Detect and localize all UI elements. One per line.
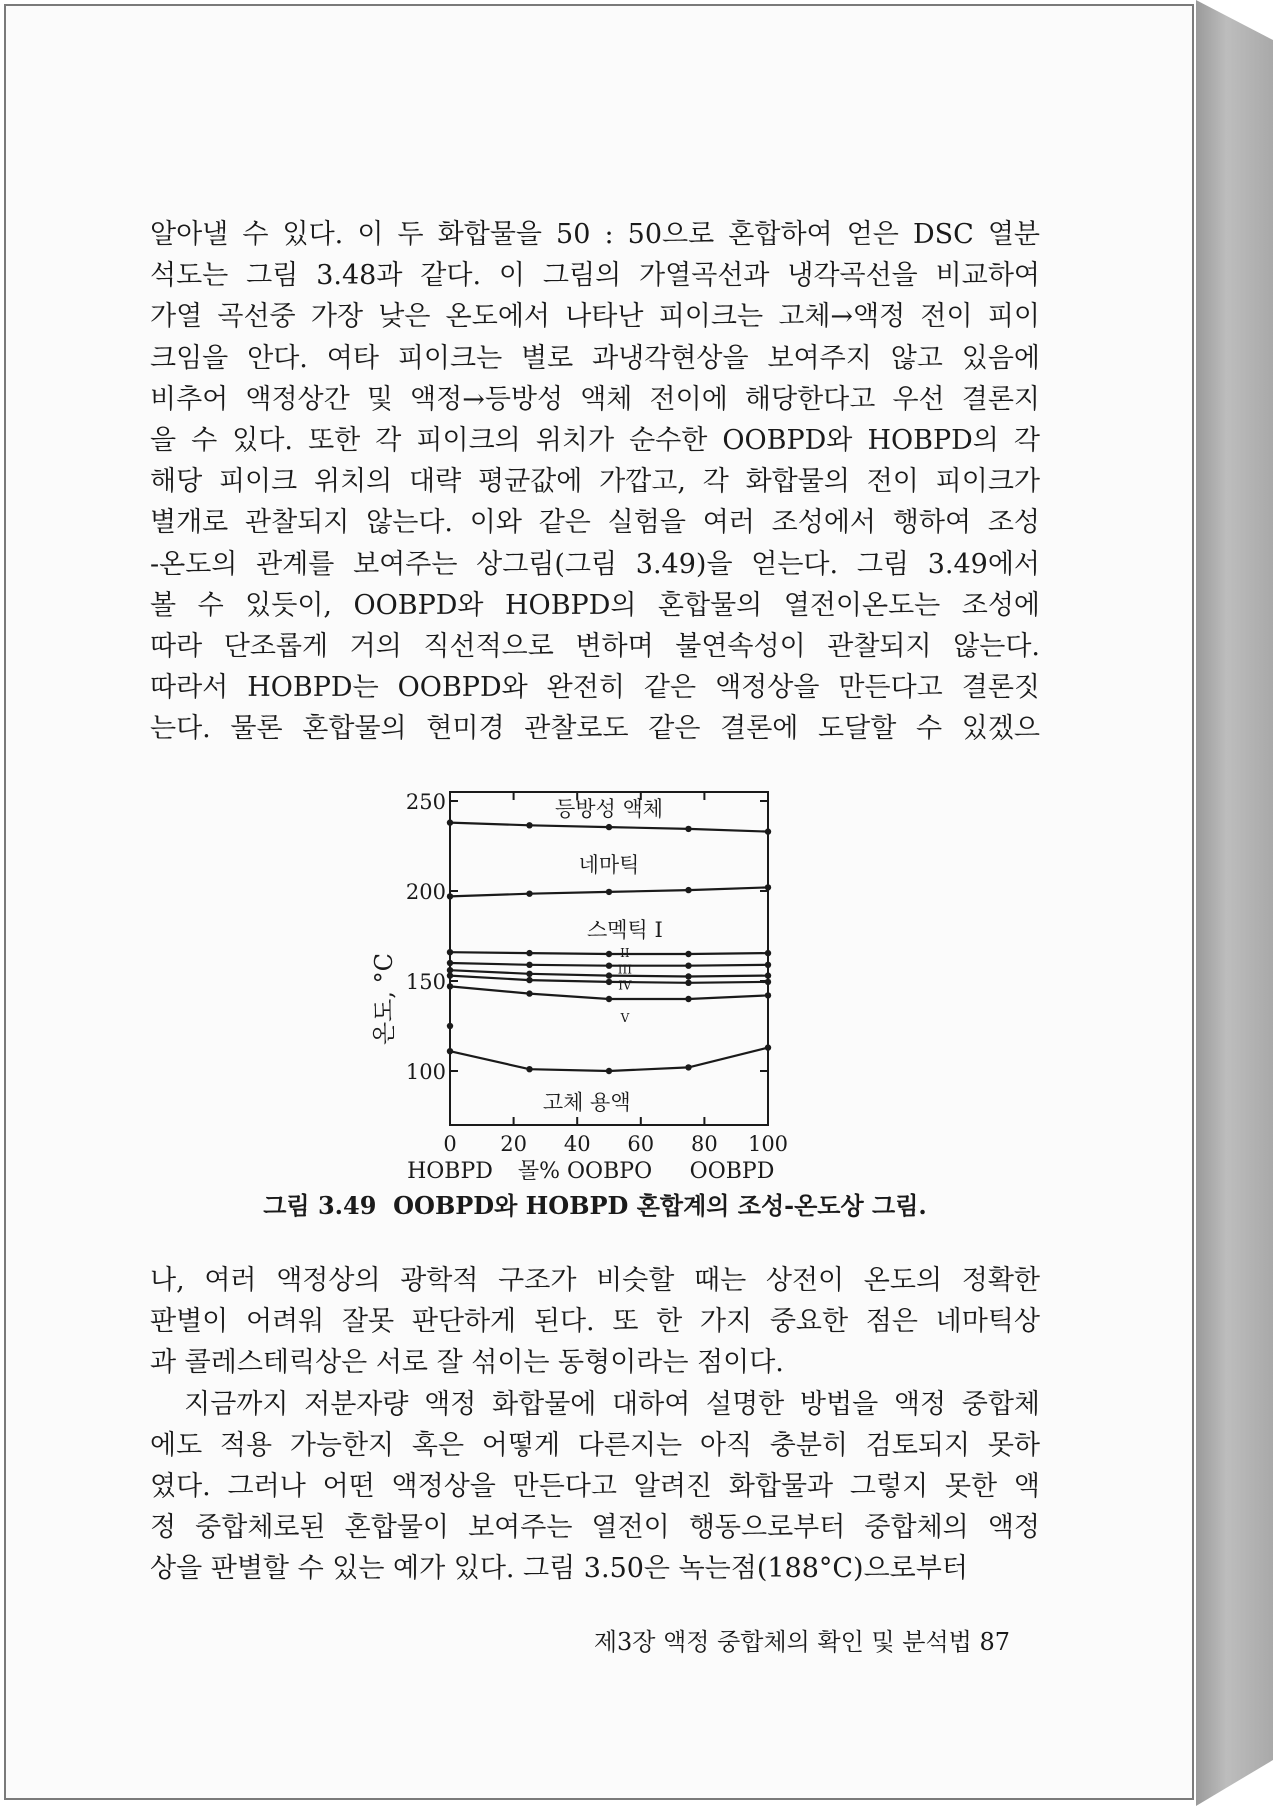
data-point xyxy=(765,828,771,834)
x-tick-label: 20 xyxy=(500,1132,527,1156)
page-stack-edge xyxy=(1196,0,1273,1806)
region-label: 네마틱 xyxy=(578,853,640,877)
data-point xyxy=(685,1064,691,1070)
data-point xyxy=(765,950,771,956)
data-point xyxy=(447,1048,453,1054)
phase-diagram-chart xyxy=(370,780,810,1190)
region-label: 스멕틱 I xyxy=(586,917,663,942)
data-point xyxy=(685,996,691,1002)
data-point xyxy=(526,1066,532,1072)
text-line: 나, 여러 액정상의 광학적 구조가 비슷할 때는 상전이 온도의 정확한 xyxy=(150,1265,1040,1296)
data-point xyxy=(606,889,612,895)
x-tick-label: 100 xyxy=(747,1132,789,1156)
data-point xyxy=(685,980,691,986)
data-point xyxy=(526,891,532,897)
x-tick-label: 0 xyxy=(443,1132,457,1156)
data-point xyxy=(606,963,612,969)
text-line: 가열 곡선중 가장 낮은 온도에서 나타난 피이크는 고체→액정 전이 피이 xyxy=(150,301,1040,333)
data-point xyxy=(606,824,612,830)
region-label: 등방성 액체 xyxy=(554,797,664,822)
region-label: V xyxy=(620,1011,630,1025)
x-tick-label: 80 xyxy=(691,1132,718,1156)
data-point xyxy=(447,893,453,899)
x-label-right: OOBPD xyxy=(689,1159,775,1184)
x-tick-label: 40 xyxy=(563,1132,591,1156)
data-point xyxy=(447,960,453,966)
text-line: 정 중합체로된 혼합물이 보여주는 열전이 행동으로부터 중합체의 액정 xyxy=(150,1512,1040,1544)
data-point xyxy=(765,1044,771,1050)
figure-caption-label: 그림 3.49 xyxy=(263,1191,377,1220)
text-line: 따라 단조롭게 거의 직선적으로 변하며 불연속성이 관찰되지 않는다. xyxy=(150,630,1040,662)
data-point xyxy=(606,996,612,1002)
data-point xyxy=(685,887,691,893)
data-point xyxy=(447,1023,453,1029)
y-tick-label: 250 xyxy=(405,790,446,814)
text-line: -온도의 관계를 보여주는 상그림(그림 3.49)을 얻는다. 그림 3.49에서 xyxy=(150,548,1040,580)
x-label-center: 몰% OOBPO xyxy=(517,1159,653,1184)
data-point xyxy=(606,951,612,957)
data-point xyxy=(526,990,532,996)
text-line: 별개로 관찰되지 않는다. 이와 같은 실험을 여러 조성에서 행하여 조성 xyxy=(150,507,1040,539)
body-text-bottom xyxy=(150,1260,1040,1590)
data-point xyxy=(685,963,691,969)
data-point xyxy=(447,983,453,989)
y-tick-label: 200 xyxy=(405,880,446,904)
y-tick-label: 100 xyxy=(405,1060,446,1084)
text-line: 석도는 그림 3.48과 같다. 이 그림의 가열곡선과 냉각곡선을 비교하여 xyxy=(150,260,1040,292)
data-point xyxy=(526,977,532,983)
data-point xyxy=(447,972,453,978)
text-line: 크임을 안다. 여타 피이크는 별로 과냉각현상을 보여주지 않고 있음에 xyxy=(150,342,1040,374)
text-line: 판별이 어려워 잘못 판단하게 된다. 또 한 가지 중요한 점은 네마틱상 xyxy=(150,1306,1040,1338)
data-point xyxy=(526,962,532,968)
data-point xyxy=(606,972,612,978)
text-line: 에도 적용 가능한지 혹은 어떻게 다른지는 아직 충분히 검토되지 못하 xyxy=(150,1429,1040,1461)
text-line: 상을 판별할 수 있는 예가 있다. 그림 3.50은 녹는점(188°C)으로부터 xyxy=(150,1553,968,1585)
phase-boundary-line-8 xyxy=(450,1048,768,1071)
region-label: 고체 용액 xyxy=(542,1090,631,1115)
text-line: 비추어 액정상간 및 액정→등방성 액체 전이에 해당한다고 우선 결론지 xyxy=(150,383,1040,415)
figure-caption-text: OOBPD와 HOBPD 혼합계의 조성-온도상 그림. xyxy=(393,1191,927,1220)
region-label: III xyxy=(617,962,633,977)
data-point xyxy=(765,884,771,890)
data-point xyxy=(685,826,691,832)
data-point xyxy=(765,962,771,968)
data-point xyxy=(685,973,691,979)
data-point xyxy=(765,992,771,998)
chart-labels xyxy=(543,797,663,1114)
y-tick-label: 150 xyxy=(405,970,446,994)
data-point xyxy=(606,1068,612,1074)
text-line: 는다. 물론 혼합물의 현미경 관찰로도 같은 결론에 도달할 수 있겠으 xyxy=(150,713,1040,745)
text-line: 해당 피이크 위치의 대략 평균값에 가깝고, 각 화합물의 전이 피이크가 xyxy=(150,466,1040,498)
y-axis-label: 온도, °C xyxy=(370,953,398,1045)
text-line: 볼 수 있듯이, OOBPD와 HOBPD의 혼합물의 열전이온도는 조성에 xyxy=(150,589,1040,621)
figure-caption xyxy=(150,1186,1040,1221)
region-label: II xyxy=(620,946,630,961)
data-point xyxy=(526,822,532,828)
text-line: 을 수 있다. 또한 각 피이크의 위치가 순수한 OOBPD와 HOBPD의 각 xyxy=(150,424,1040,456)
region-label: IV xyxy=(618,978,632,993)
text-line: 따라서 HOBPD는 OOBPD와 완전히 같은 액정상을 만든다고 결론짓 xyxy=(150,672,1040,704)
text-line: 지금까지 저분자량 액정 화합물에 대하여 설명한 방법을 액정 중합체 xyxy=(150,1388,1040,1420)
data-point xyxy=(526,971,532,977)
running-footer: 제3장 액정 중합체의 확인 및 분석법 87 xyxy=(593,1628,1010,1656)
data-point xyxy=(526,950,532,956)
data-point xyxy=(447,949,453,955)
x-label-left: HOBPD xyxy=(407,1159,493,1184)
plot-frame xyxy=(450,792,768,1125)
data-point xyxy=(447,819,453,825)
text-line: 알아낼 수 있다. 이 두 화합물을 50 : 50으로 혼합하여 얻은 DSC 열분 xyxy=(150,219,1040,250)
data-point xyxy=(685,951,691,957)
data-point xyxy=(765,972,771,978)
text-line: 였다. 그러나 어떤 액정상을 만든다고 알려진 화합물과 그렇지 못한 액 xyxy=(150,1470,1040,1502)
body-text-top xyxy=(150,214,1040,749)
data-point xyxy=(606,979,612,985)
x-tick-label: 60 xyxy=(627,1132,655,1156)
data-point xyxy=(765,979,771,985)
text-line: 과 콜레스테릭상은 서로 잘 섞이는 동형이라는 점이다. xyxy=(150,1347,784,1379)
